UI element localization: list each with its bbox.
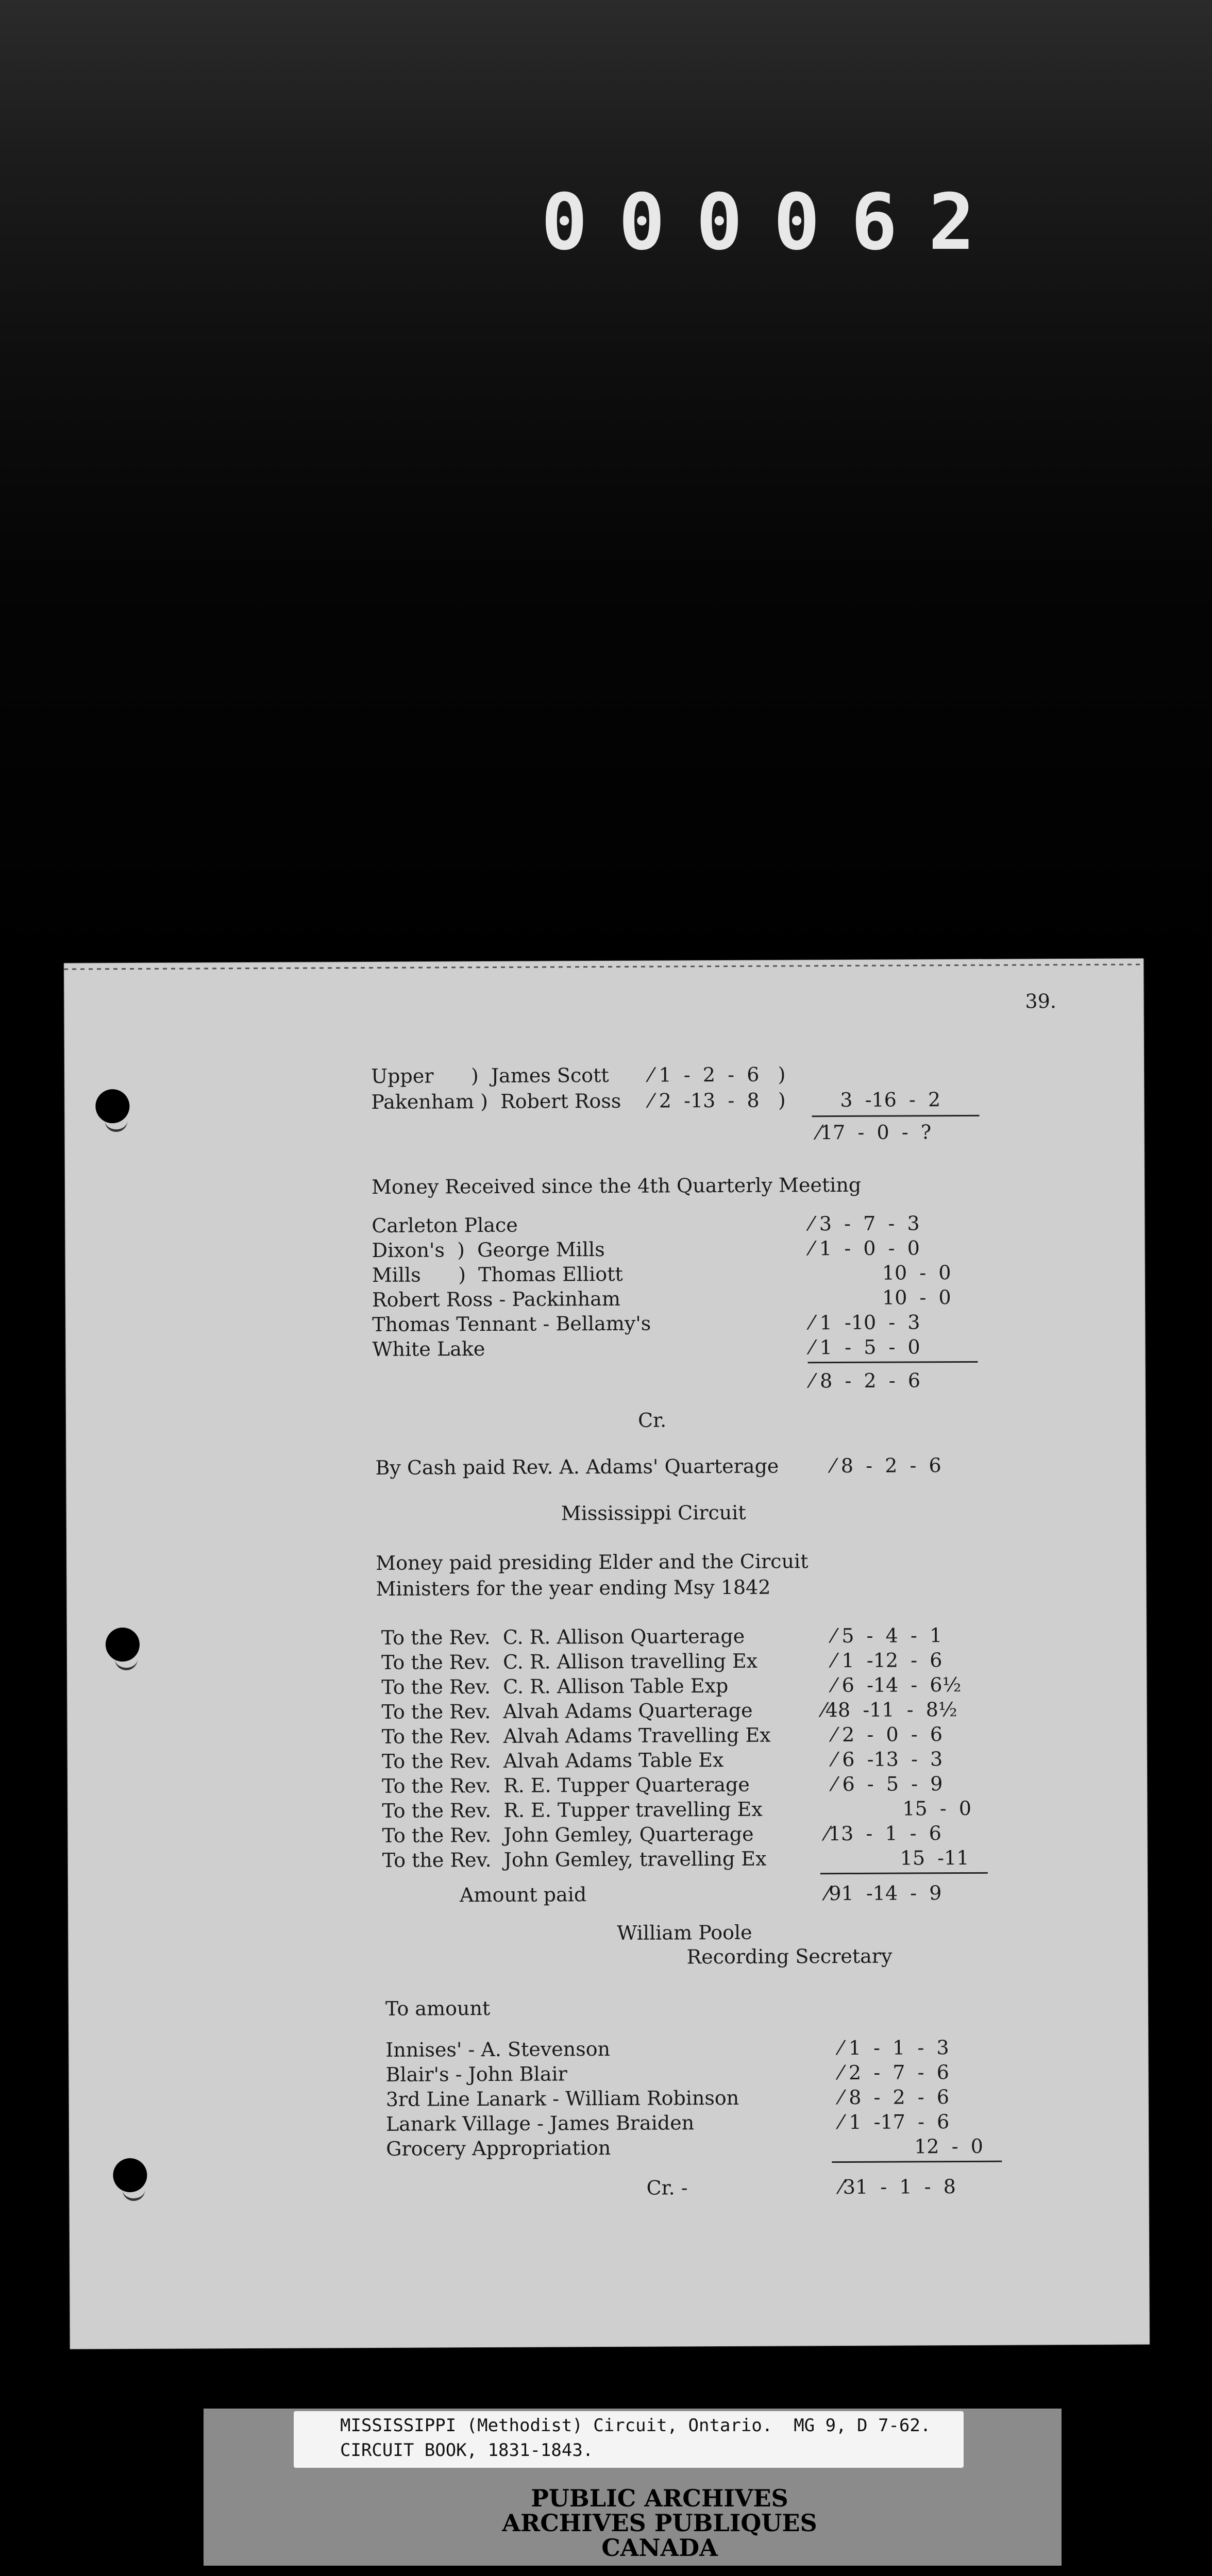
cr-heading: Cr. <box>637 1409 667 1432</box>
money-received-heading: Money Received since the 4th Quarterly Meeting <box>371 1173 862 1198</box>
ledger-content <box>64 958 1150 2349</box>
signatory-name: William Poole <box>617 1921 752 1944</box>
payment-entry-amount: ⁄13 - 1 - 6 <box>825 1822 941 1845</box>
received-entry-amount: 10 - 0 <box>882 1286 951 1309</box>
amount-paid-total: ⁄91 -14 - 9 <box>825 1882 942 1905</box>
payment-entry-label: To the Rev. Alvah Adams Table Ex <box>381 1749 724 1773</box>
payment-entry-amount: ⁄ 6 - 5 - 9 <box>833 1772 943 1796</box>
microfilm-frame-number: 000062 <box>541 178 1006 267</box>
received-entry-amount: ⁄ 1 - 0 - 0 <box>810 1236 920 1260</box>
to-amount-entry-amount: 12 - 0 <box>914 2134 983 2158</box>
page-number: 39. <box>1025 990 1057 1013</box>
payment-entry-label: To the Rev. C. R. Allison Table Exp <box>381 1674 729 1699</box>
payment-entry-label: To the Rev. Alvah Adams Travelling Ex <box>381 1723 771 1748</box>
payment-entry-amount: 15 - 0 <box>902 1797 972 1820</box>
received-entry-label: Dixon's ) George Mills <box>372 1238 605 1262</box>
payment-entry-amount: ⁄ 6 -14 - 6½ <box>832 1673 962 1697</box>
payment-entry-amount: ⁄ 2 - 0 - 6 <box>832 1723 943 1747</box>
upper-entry-label: Pakenham ) Robert Ross <box>371 1089 621 1113</box>
archive-label <box>294 2411 964 2468</box>
cr-final-label: Cr. - <box>646 2176 688 2199</box>
payments-heading-line1: Money paid presiding Elder and the Circuit <box>376 1550 809 1574</box>
payment-entry-amount: ⁄ 5 - 4 - 1 <box>832 1624 942 1648</box>
subtotal-rule <box>812 1115 979 1117</box>
upper-entry-amount: ⁄ 2 -13 - 8 ) <box>649 1089 786 1112</box>
received-total-rule <box>808 1361 978 1363</box>
payment-entry-label: To the Rev. R. E. Tupper Quarterage <box>382 1773 750 1798</box>
payment-entry-label: To the Rev. C. R. Allison Quarterage <box>381 1624 745 1649</box>
received-entry-label: Carleton Place <box>372 1213 518 1237</box>
archive-stamp-line1: PUBLIC ARCHIVES <box>531 2484 788 2512</box>
archive-stamp-line3: CANADA <box>601 2534 718 2562</box>
received-entry-amount: 10 - 0 <box>882 1261 951 1284</box>
archive-label-line1: MISSISSIPPI (Methodist) Circuit, Ontario. MG 9, D 7-62. <box>340 2415 931 2436</box>
upper-total: ⁄17 - 0 - ? <box>817 1121 932 1144</box>
upper-subtotal: 3 -16 - 2 <box>840 1088 941 1112</box>
archive-stamp-line2: ARCHIVES PUBLIQUES <box>502 2509 817 2537</box>
payment-entry-label: To the Rev. C. R. Allison travelling Ex <box>381 1649 758 1674</box>
received-entry-amount: ⁄ 1 - 5 - 0 <box>810 1335 920 1359</box>
to-amount-entry-amount: ⁄ 8 - 2 - 6 <box>839 2086 950 2109</box>
amount-paid-label: Amount paid <box>459 1883 587 1907</box>
received-total: ⁄ 8 - 2 - 6 <box>810 1369 921 1393</box>
to-amount-heading: To amount <box>385 1996 491 2020</box>
to-amount-entry-label: Blair's - John Blair <box>385 2062 567 2086</box>
upper-entry-amount: ⁄ 1 - 2 - 6 ) <box>649 1063 786 1087</box>
payment-entry-label: To the Rev. Alvah Adams Quarterage <box>381 1699 753 1723</box>
to-amount-entry-amount: ⁄ 1 -17 - 6 <box>839 2110 950 2134</box>
received-entry-label: Thomas Tennant - Bellamy's <box>372 1312 651 1336</box>
ledger-page <box>64 958 1150 2349</box>
payment-entry-amount: ⁄ 6 -13 - 3 <box>832 1748 943 1771</box>
upper-entry-label: Upper ) James Scott <box>371 1063 609 1088</box>
signatory-title: Recording Secretary <box>686 1944 893 1969</box>
received-entry-label: Mills ) Thomas Elliott <box>372 1262 623 1286</box>
payment-entry-amount: 15 -11 <box>900 1846 969 1870</box>
received-entry-label: Robert Ross - Packinham <box>372 1287 621 1311</box>
payment-entry-label: To the Rev. R. E. Tupper travelling Ex <box>382 1798 763 1822</box>
received-entry-label: White Lake <box>372 1337 485 1361</box>
to-amount-entry-label: Grocery Appropriation <box>386 2136 611 2160</box>
received-entry-amount: ⁄ 1 -10 - 3 <box>810 1311 920 1334</box>
payment-entry-label: To the Rev. John Gemley, travelling Ex <box>382 1847 767 1872</box>
cr-final-total: ⁄31 - 1 - 8 <box>839 2175 956 2199</box>
to-amount-total-rule <box>832 2161 1002 2163</box>
payments-heading-line2: Ministers for the year ending Msy 1842 <box>376 1575 771 1600</box>
circuit-heading: Mississippi Circuit <box>561 1501 746 1525</box>
to-amount-entry-label: Lanark Village - James Braiden <box>385 2111 695 2136</box>
cash-paid-amount: ⁄ 8 - 2 - 6 <box>831 1454 941 1478</box>
payments-total-rule <box>820 1872 988 1874</box>
to-amount-entry-amount: ⁄ 1 - 1 - 3 <box>839 2036 949 2060</box>
to-amount-entry-amount: ⁄ 2 - 7 - 6 <box>839 2061 949 2084</box>
payment-entry-amount: ⁄48 -11 - 8½ <box>822 1698 957 1722</box>
to-amount-entry-label: 3rd Line Lanark - William Robinson <box>385 2086 739 2111</box>
to-amount-entry-label: Innises' - A. Stevenson <box>385 2037 611 2061</box>
received-entry-amount: ⁄ 3 - 7 - 3 <box>810 1212 920 1235</box>
cash-paid-label: By Cash paid Rev. A. Adams' Quarterage <box>375 1454 779 1479</box>
payment-entry-label: To the Rev. John Gemley, Quarterage <box>382 1822 754 1847</box>
payment-entry-amount: ⁄ 1 -12 - 6 <box>832 1649 942 1672</box>
archive-label-line2: CIRCUIT BOOK, 1831-1843. <box>340 2440 594 2461</box>
